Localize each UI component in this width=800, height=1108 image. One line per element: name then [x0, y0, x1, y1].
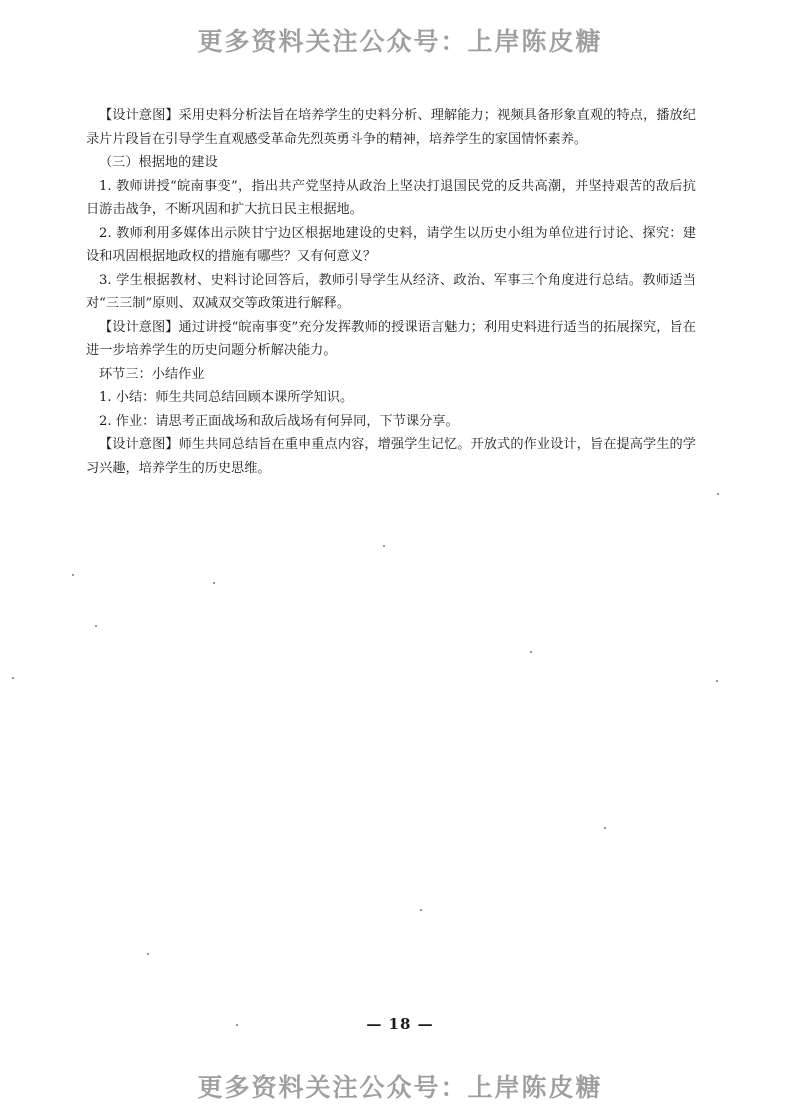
section-heading-summary-homework: 环节三：小结作业: [99, 366, 205, 382]
scan-speck: [72, 574, 74, 576]
scan-speck: [213, 582, 215, 584]
step-paragraph-1: 1. 教师讲授“皖南事变”，指出共产党坚持从政治上坚决打退国民党的反共高潮，并坚持艰苦的敌后抗日游击战争，不断巩固和扩大抗日民主根据地。: [86, 178, 696, 217]
step-paragraph-3: 3. 学生根据教材、史料讨论回答后，教师引导学生从经济、政治、军事三个角度进行总结。教师适当对“三三制”原则、双减双交等政策进行解释。: [86, 272, 696, 311]
document-body: [86, 104, 696, 480]
watermark-bottom: 更多资料关注公众号：上岸陈皮糖: [197, 1073, 603, 1102]
scan-speck: [716, 680, 718, 682]
design-intent-paragraph-3: 【设计意图】师生共同总结旨在重申重点内容，增强学生记忆。开放式的作业设计，旨在提高学生的学习兴趣，培养学生的历史思维。: [86, 437, 696, 476]
scan-speck: [147, 953, 149, 955]
scan-speck: [236, 1024, 238, 1026]
scan-speck: [420, 909, 422, 911]
scan-speck: [383, 545, 385, 547]
summary-paragraph: 1. 小结：师生共同总结回顾本课所学知识。: [99, 390, 354, 405]
scan-speck: [717, 493, 719, 495]
scan-speck: [95, 625, 97, 627]
design-intent-paragraph-2: 【设计意图】通过讲授“皖南事变”充分发挥教师的授课语言魅力；利用史料进行适当的拓展探究，旨在进一步培养学生的历史问题分析解决能力。: [86, 319, 696, 358]
scan-speck: [604, 827, 606, 829]
scan-speck: [530, 651, 532, 653]
design-intent-paragraph-1: 【设计意图】采用史料分析法旨在培养学生的史料分析、理解能力；视频具备形象直观的特点，播放纪录片片段旨在引导学生直观感受革命先烈英勇斗争的精神，培养学生的家国情怀素养。: [86, 108, 696, 147]
scan-speck: [12, 677, 14, 679]
page-number: — 18 —: [366, 1015, 434, 1033]
step-paragraph-2: 2. 教师利用多媒体出示陕甘宁边区根据地建设的史料，请学生以历史小组为单位进行讨论、探究：建设和巩固根据地政权的措施有哪些？又有何意义？: [86, 225, 696, 264]
homework-paragraph: 2. 作业：请思考正面战场和敌后战场有何异同，下节课分享。: [99, 413, 459, 429]
section-heading-base-building: （三）根据地的建设: [99, 155, 218, 170]
watermark-top: 更多资料关注公众号：上岸陈皮糖: [197, 27, 603, 56]
